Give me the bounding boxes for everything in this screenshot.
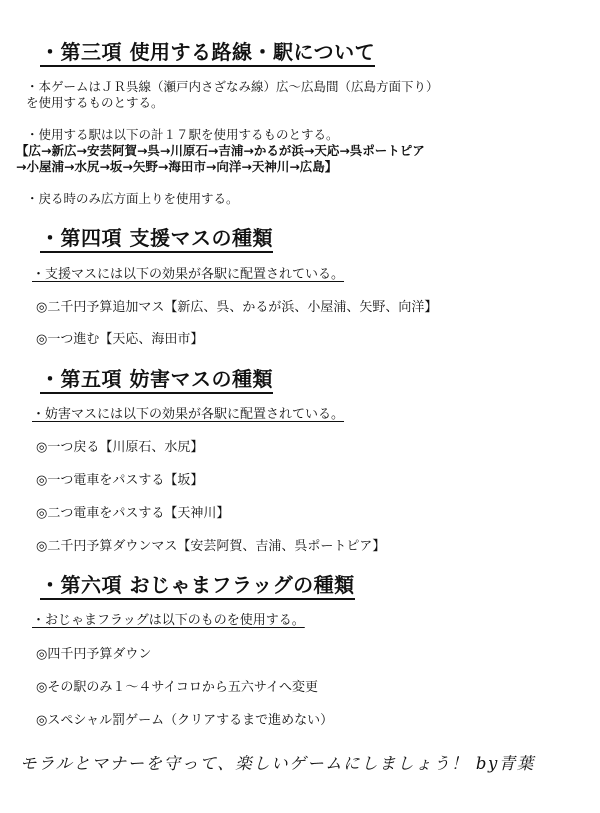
section-6-item-2: ◎その駅のみ１～４サイコロから五六サイへ変更: [36, 680, 319, 695]
section-5-item-3: ◎二つ電車をパスする【天神川】: [36, 506, 230, 521]
section-3-return-note: ・戻る時のみ広方面上りを使用する。: [26, 191, 239, 206]
section-3-heading: ・第三項 使用する路線・駅について: [40, 40, 375, 67]
section-5-item-4: ◎二千円予算ダウンマス【安芸阿賀、吉浦、呉ポートピア】: [36, 539, 386, 554]
section-5-intro: ・妨害マスには以下の効果が各駅に配置されている。: [32, 407, 345, 422]
section-5-item-2: ◎一つ電車をパスする【坂】: [36, 473, 204, 488]
section-4-heading: ・第四項 支援マスの種類: [40, 226, 273, 253]
section-4-intro: ・支援マスには以下の効果が各駅に配置されている。: [32, 267, 345, 282]
section-3-stations-line-1: 【広→新広→安芸阿賀→呉→川原石→吉浦→かるが浜→天応→呉ポートピア: [16, 143, 425, 158]
section-5-item-1: ◎一つ戻る【川原石、水尻】: [36, 440, 204, 455]
section-3-stations-intro: ・使用する駅は以下の計１７駅を使用するものとする。: [26, 127, 339, 142]
section-5-heading: ・第五項 妨害マスの種類: [40, 367, 273, 394]
section-3-line-2: を使用するものとする。: [26, 95, 164, 110]
section-4-item-1: ◎二千円予算追加マス【新広、呉、かるが浜、小屋浦、矢野、向洋】: [36, 300, 438, 315]
section-3-stations-line-2: →小屋浦→水尻→坂→矢野→海田市→向洋→天神川→広島】: [16, 159, 338, 174]
section-6-item-1: ◎四千円予算ダウン: [36, 647, 152, 662]
section-4-item-2: ◎一つ進む【天応、海田市】: [36, 332, 204, 347]
section-6-intro: ・おじゃまフラッグは以下のものを使用する。: [32, 613, 305, 628]
section-6-item-3: ◎スペシャル罰ゲーム（クリアするまで進めない）: [36, 713, 334, 728]
section-6-heading: ・第六項 おじゃまフラッグの種類: [40, 573, 355, 600]
section-3-line-1: ・本ゲームはＪＲ呉線（瀬戸内さざなみ線）広～広島間（広島方面下り）: [26, 79, 439, 94]
footer-note: モラルとマナーを守って、楽しいゲームにしましょう！ by青葉: [20, 754, 535, 773]
